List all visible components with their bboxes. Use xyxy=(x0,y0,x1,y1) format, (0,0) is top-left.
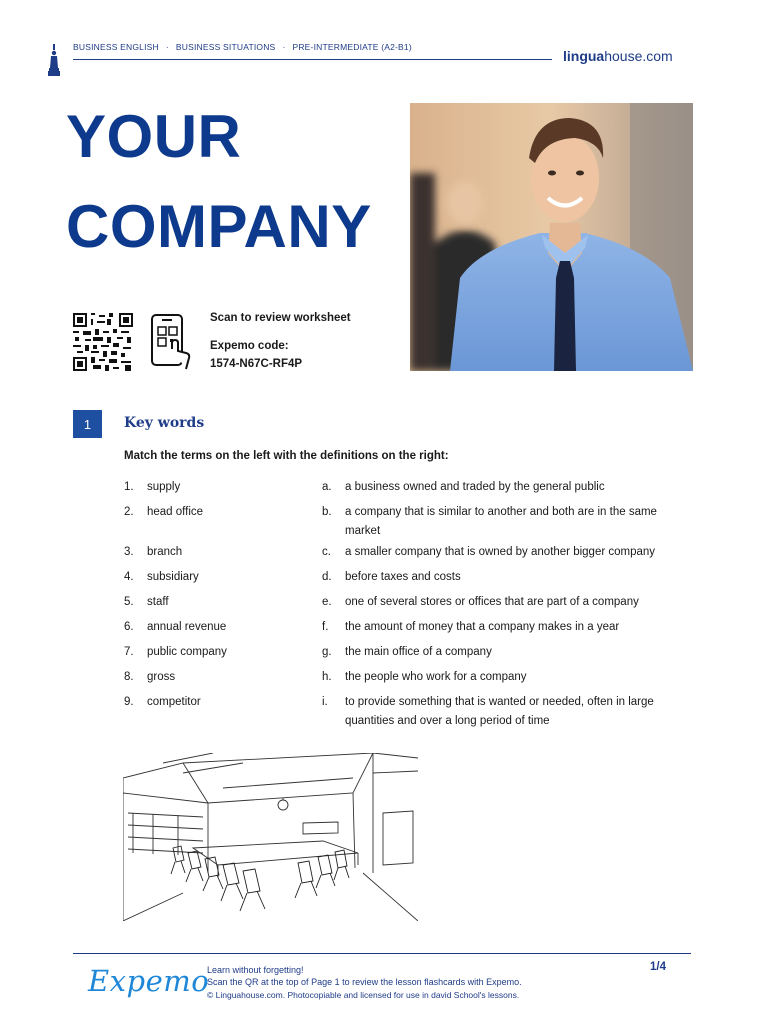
definition-letter: i. xyxy=(322,696,328,708)
list-item xyxy=(322,503,695,541)
definition-text: one of several stores or offices that are part of a company xyxy=(345,596,639,608)
footer-divider xyxy=(73,953,691,954)
list-item xyxy=(322,593,695,612)
definition-text: the people who work for a company xyxy=(345,671,527,683)
breadcrumb xyxy=(73,42,412,52)
definition-text: the amount of money that a company makes in a year xyxy=(345,621,620,633)
breadcrumb-separator: · xyxy=(165,42,169,52)
section-number-badge: 1 xyxy=(73,410,102,438)
definition-text: a smaller company that is owned by another bigger company xyxy=(345,546,656,558)
breadcrumb-item: BUSINESS SITUATIONS xyxy=(175,42,276,52)
term-text: supply xyxy=(147,481,181,493)
term-number: 1. xyxy=(124,481,134,493)
term-text: staff xyxy=(147,596,169,608)
definition-letter: c. xyxy=(322,546,331,558)
section-instruction: Match the terms on the left with the definitions on the right: xyxy=(124,450,449,462)
breadcrumb-item: PRE-INTERMEDIATE (A2-B1) xyxy=(292,42,412,52)
expemo-logo[interactable]: Expemo xyxy=(88,964,210,998)
term-text: gross xyxy=(147,671,176,683)
list-item xyxy=(322,643,695,662)
title-line-2: COMPANY xyxy=(66,193,372,260)
definition-letter: a. xyxy=(322,481,332,493)
list-item xyxy=(322,543,695,562)
list-item xyxy=(322,693,695,731)
brand-rest: house.com xyxy=(604,48,673,64)
definition-letter: b. xyxy=(322,506,332,518)
term-text: competitor xyxy=(147,696,201,708)
qr-code-icon[interactable] xyxy=(73,313,133,371)
scan-label: Scan to review worksheet xyxy=(210,312,351,324)
list-item xyxy=(124,643,227,662)
expemo-code-value: 1574-N67C-RF4P xyxy=(210,358,303,370)
list-item xyxy=(124,568,199,587)
definition-text: before taxes and costs xyxy=(345,571,461,583)
term-number: 3. xyxy=(124,546,134,558)
definition-letter: g. xyxy=(322,646,332,658)
expemo-code-label: Expemo code: xyxy=(210,340,289,352)
definition-text: to provide something that is wanted or needed, often in large quantities and over a long period of time xyxy=(345,696,654,727)
definition-letter: f. xyxy=(322,621,329,633)
definition-letter: h. xyxy=(322,671,332,683)
list-item xyxy=(322,568,695,587)
term-text: head office xyxy=(147,506,204,518)
brand-bold: lingua xyxy=(563,48,605,64)
term-number: 2. xyxy=(124,506,134,518)
term-number: 7. xyxy=(124,646,134,658)
definition-text: the main office of a company xyxy=(345,646,492,658)
list-item xyxy=(124,593,169,612)
list-item xyxy=(124,543,182,562)
definition-letter: e. xyxy=(322,596,332,608)
list-item xyxy=(124,618,226,637)
footer-tagline: Learn without forgetting! xyxy=(207,965,304,975)
footer-instruction: Scan the QR at the top of Page 1 to review the lesson flashcards with Expemo. xyxy=(207,977,522,987)
list-item xyxy=(124,478,180,497)
businessman-photo xyxy=(410,103,693,371)
term-number: 6. xyxy=(124,621,134,633)
page-number: 1/4 xyxy=(650,961,666,973)
breadcrumb-separator: · xyxy=(282,42,286,52)
term-text: branch xyxy=(147,546,183,558)
section-title: Key words xyxy=(124,415,205,431)
phone-scan-icon xyxy=(150,313,192,371)
brand-logo[interactable] xyxy=(563,48,673,64)
definition-text: a company that is similar to another and both are in the same market xyxy=(345,506,657,537)
list-item xyxy=(322,618,695,637)
list-item xyxy=(124,693,201,712)
conference-room-drawing xyxy=(123,753,418,921)
term-text: public company xyxy=(147,646,227,658)
breadcrumb-item: BUSINESS ENGLISH xyxy=(73,42,159,52)
term-number: 5. xyxy=(124,596,134,608)
footer-copyright: © Linguahouse.com. Photocopiable and licensed for use in david School's lessons. xyxy=(207,990,520,1000)
term-number: 4. xyxy=(124,571,134,583)
definition-letter: d. xyxy=(322,571,332,583)
list-item xyxy=(322,478,695,497)
term-number: 8. xyxy=(124,671,134,683)
page-title xyxy=(66,92,372,272)
list-item xyxy=(124,668,175,687)
header-divider xyxy=(73,59,552,60)
title-line-1: YOUR xyxy=(66,103,242,170)
list-item xyxy=(124,503,203,522)
list-item xyxy=(322,668,695,687)
term-number: 9. xyxy=(124,696,134,708)
statue-of-liberty-icon xyxy=(47,44,61,76)
term-text: annual revenue xyxy=(147,621,227,633)
term-text: subsidiary xyxy=(147,571,199,583)
definition-text: a business owned and traded by the general public xyxy=(345,481,605,493)
